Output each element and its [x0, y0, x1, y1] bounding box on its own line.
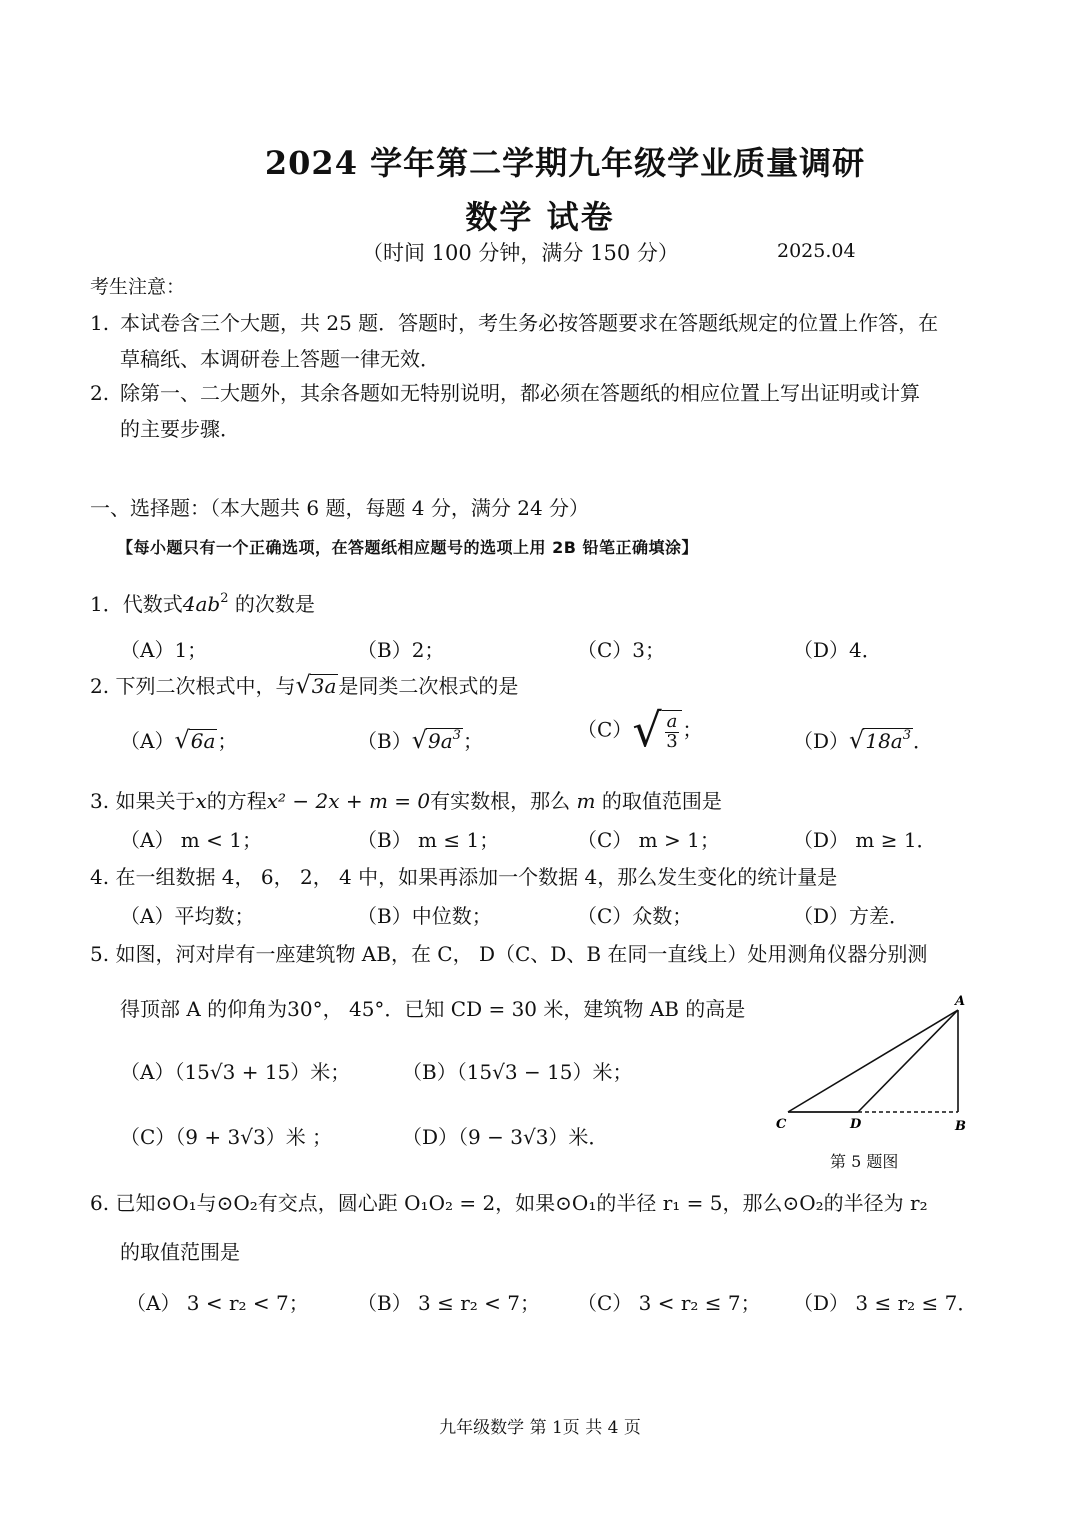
time-info: （时间 100 分钟，满分 150 分）	[362, 241, 679, 265]
fraction-numerator: a	[666, 711, 678, 732]
question-text: 在一组数据 4， 6， 2， 4 中，如果再添加一个数据 4，那么发生变化的统计量是	[115, 865, 838, 889]
label-d: D	[850, 1117, 862, 1132]
question-text: 的方程	[206, 789, 267, 813]
option-label: （C）	[577, 717, 633, 742]
question-num: 4.	[90, 865, 110, 889]
question-1	[90, 588, 315, 617]
question-4	[90, 861, 837, 890]
question-6	[90, 1187, 928, 1216]
notice-item-1	[90, 305, 1000, 377]
math-var: x	[195, 789, 207, 813]
question-5	[90, 938, 927, 967]
option-c: （C） √ $\frac{a}{3}$ ；	[577, 703, 703, 757]
question-text: 已知⊙O₁与⊙O₂有交点，圆心距 O₁O₂ = 2，如果⊙O₁的半径 r₁ = 5，那么⊙O₂的半径为 r₂	[115, 1191, 928, 1215]
question-2	[90, 670, 518, 699]
option-a: （A） 3 < r₂ < 7；	[126, 1291, 309, 1315]
option-b: （B）2；	[357, 638, 445, 662]
question-num: 5.	[90, 942, 110, 966]
option-a: （A） √ 6a ；	[120, 726, 238, 754]
exam-date: 2025.04	[777, 240, 856, 262]
option-a: （A）（15√3 + 15）米；	[120, 1060, 351, 1084]
label-a: A	[955, 994, 966, 1009]
question-6-line2: 的取值范围是	[120, 1240, 240, 1264]
notice-line: 本试卷含三个大题，共 25 题．答题时，考生务必按答题要求在答题纸规定的位置上作答，在	[120, 311, 939, 335]
question-text: 如图，河对岸有一座建筑物 AB，在 C， D（C、D、B 在同一直线上）处用测角仪器分别测	[115, 942, 928, 966]
option-c: （C） m > 1；	[577, 828, 720, 852]
notice-num: 2.	[90, 381, 110, 405]
option-label: （D）	[793, 729, 850, 753]
option-label: （A）	[120, 729, 175, 753]
option-d: （D）4．	[793, 638, 882, 662]
radicand: 18a	[865, 729, 903, 753]
option-b: （B）中位数；	[357, 904, 492, 928]
math-exponent: 3	[902, 728, 911, 743]
math-exponent: 3	[452, 728, 461, 743]
exam-title: 2024 学年第二学期九年级学业质量调研	[264, 144, 866, 182]
notice-line: 的主要步骤．	[120, 417, 240, 441]
question-text: 是同类二次根式的是	[338, 674, 519, 698]
question-text: 代数式	[122, 592, 183, 616]
page-footer: 九年级数学 第 1页 共 4 页	[439, 1418, 641, 1438]
question-num: 6.	[90, 1191, 110, 1215]
option-end: ．	[913, 729, 933, 753]
fraction-denominator: 3	[666, 730, 678, 752]
option-d: （D）（9 − 3√3）米．	[402, 1125, 609, 1149]
option-d: （D） 3 ≤ r₂ ≤ 7．	[793, 1291, 978, 1315]
notice-line: 除第一、二大题外，其余各题如无特别说明，都必须在答题纸的相应位置上写出证明或计算	[120, 381, 920, 405]
option-c: （C）众数；	[577, 904, 693, 928]
math-var: m	[576, 789, 596, 813]
question-text: 的次数是	[234, 592, 315, 616]
option-a: （A） m < 1；	[120, 828, 262, 852]
notice-heading: 考生注意：	[90, 276, 186, 298]
exam-subtitle: 数学 试卷	[465, 198, 615, 236]
question-text: 如果关于	[115, 789, 196, 813]
option-b: （B） √ $9a^3$ ；	[357, 726, 483, 754]
option-c: （C） 3 < r₂ ≤ 7；	[577, 1291, 761, 1315]
option-separator: ；	[462, 729, 483, 753]
sqrt-expr: √ 3a	[295, 671, 337, 699]
label-b: B	[955, 1119, 966, 1134]
option-c: （C）3；	[577, 638, 666, 662]
notice-num: 1.	[90, 311, 110, 335]
option-b: （B） m ≤ 1；	[357, 828, 500, 852]
option-d: （D）方差．	[793, 904, 910, 928]
option-separator: ；	[682, 717, 703, 742]
option-b: （B）（15√3 − 15）米；	[402, 1060, 633, 1084]
radicand: 6a	[190, 729, 216, 753]
question-5-line2: 得顶部 A 的仰角为30°， 45°．已知 CD = 30 米，建筑物 AB 的高是	[120, 997, 746, 1021]
section-title: 一、选择题：（本大题共 6 题，每题 4 分，满分 24 分）	[90, 496, 590, 520]
math-expr: 4ab	[182, 592, 221, 616]
option-d: （D） m ≥ 1．	[793, 828, 937, 852]
question-text: 下列二次根式中，与	[115, 674, 296, 698]
option-label: （B）	[357, 729, 412, 753]
math-exponent: 2	[220, 591, 229, 606]
notice-line: 草稿纸、本调研卷上答题一律无效．	[120, 347, 440, 371]
option-separator: ；	[217, 729, 238, 753]
option-a: （A）平均数；	[120, 904, 255, 928]
notice-item-2	[90, 375, 1000, 447]
section-hint: 【每小题只有一个正确选项，在答题纸相应题号的选项上用 2B 铅笔正确填涂】	[117, 538, 698, 557]
label-c: C	[776, 1117, 787, 1132]
question-text: 有实数根，那么	[430, 789, 571, 813]
question-3	[90, 785, 722, 814]
radicand: 9a	[428, 729, 453, 753]
option-d: （D） √ $18a^3$ ．	[793, 726, 933, 754]
radicand: 3a	[311, 674, 337, 698]
question-num: 1．	[90, 592, 123, 616]
figure-caption: 第 5 题图	[830, 1152, 899, 1171]
math-equation: x² − 2x + m = 0	[266, 789, 431, 813]
question-num: 3.	[90, 789, 110, 813]
question-num: 2.	[90, 674, 110, 698]
option-c: （C）（9 + 3√3）米 ；	[120, 1125, 333, 1149]
triangle-figure	[760, 990, 990, 1140]
option-b: （B） 3 ≤ r₂ < 7；	[357, 1291, 541, 1315]
question-text: 的取值范围是	[601, 789, 722, 813]
option-a: （A）1；	[120, 638, 208, 662]
